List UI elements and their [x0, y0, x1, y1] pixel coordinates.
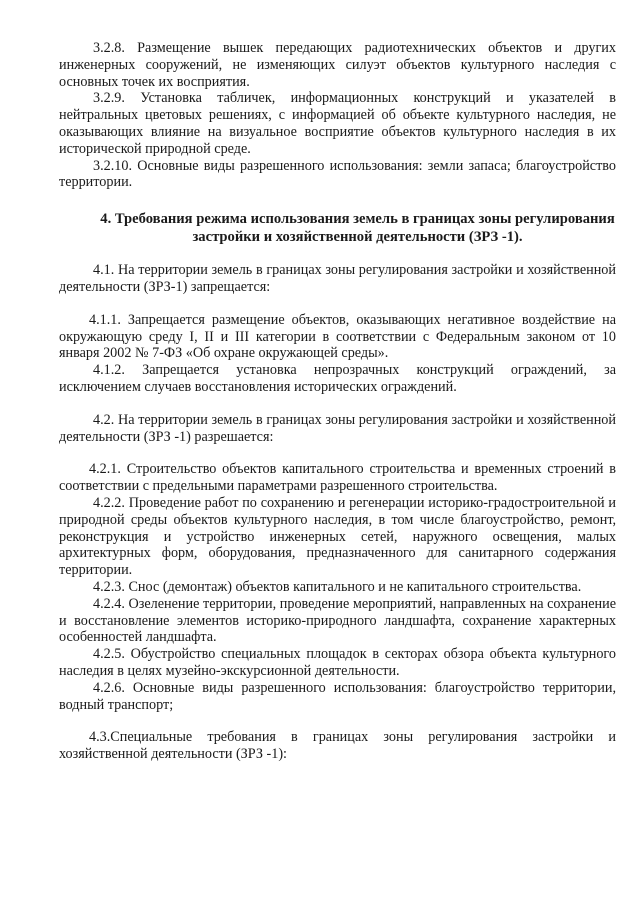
paragraph-4-2-4: 4.2.4. Озеленение территории, проведение мероприятий, направленных на сохранение и восстановление элементов историко-природного ландшафта, сохранение характерных особенностей ландшафта.: [59, 595, 616, 646]
paragraph-4-3: 4.3.Специальные требования в границах зоны регулирования застройки и хозяйственной деятельности (ЗРЗ -1):: [59, 729, 616, 763]
paragraph-4-2-6: 4.2.6. Основные виды разрешенного использования: благоустройство территории, водный транспорт;: [59, 679, 616, 713]
paragraph-4-1-1: 4.1.1. Запрещается размещение объектов, оказывающих негативное воздействие на окружающую среду I, II и III категории в соответствии с Федеральным законом от 10 января 2002 № 7-ФЗ «Об охране окружающей среды».: [59, 311, 616, 362]
paragraph-3-2-8: 3.2.8. Размещение вышек передающих радиотехнических объектов и других инженерных сооружений, не изменяющих силуэт объектов культурного наследия с основных точек их восприятия.: [59, 40, 616, 90]
paragraph-4-2-3: 4.2.3. Снос (демонтаж) объектов капитального и не капитального строительства.: [93, 578, 582, 595]
paragraph-4-1-2: 4.1.2. Запрещается установка непрозрачных конструкций ограждений, за исключением случаев восстановления исторических ограждений.: [59, 362, 616, 395]
paragraph-4-2-5: 4.2.5. Обустройство специальных площадок в секторах обзора объекта культурного наследия в целях музейно-экскурсионной деятельности.: [59, 646, 616, 679]
paragraph-3-2-10: 3.2.10. Основные виды разрешенного использования: земли запаса; благоустройство территории.: [59, 157, 616, 191]
section-4-heading: 4. Требования режима использования земель в границах зоны регулирования застройки и хозяйственной деятельности (ЗРЗ -1).: [100, 211, 615, 245]
paragraph-3-2-9: 3.2.9. Установка табличек, информационных конструкций и указателей в нейтральных цветовых решениях, с информацией об объекте культурного наследия, не оказывающих влияние на визуальное восприятие объектов культурного наследия в их исторической природной среде.: [59, 90, 616, 157]
paragraph-4-2-1: 4.2.1. Строительство объектов капитального строительства и временных строений в соответствии с предельными параметрами разрешенного строительства.: [59, 461, 616, 495]
paragraph-4-1: 4.1. На территории земель в границах зоны регулирования застройки и хозяйственной деятельности (ЗРЗ-1) запрещается:: [59, 262, 616, 295]
paragraph-4-2: 4.2. На территории земель в границах зоны регулирования застройки и хозяйственной деятельности (ЗРЗ -1) разрешается:: [59, 411, 616, 445]
paragraph-4-2-2: 4.2.2. Проведение работ по сохранению и регенерации историко-градостроительной и природной среды объектов культурного наследия, в том числе благоустройство, ремонт, реконструкция и устройство инженерных сетей, наружного освещения, малых архитектурных форм, оборудования, предназначенного для санитарного содержания территории.: [59, 494, 616, 579]
